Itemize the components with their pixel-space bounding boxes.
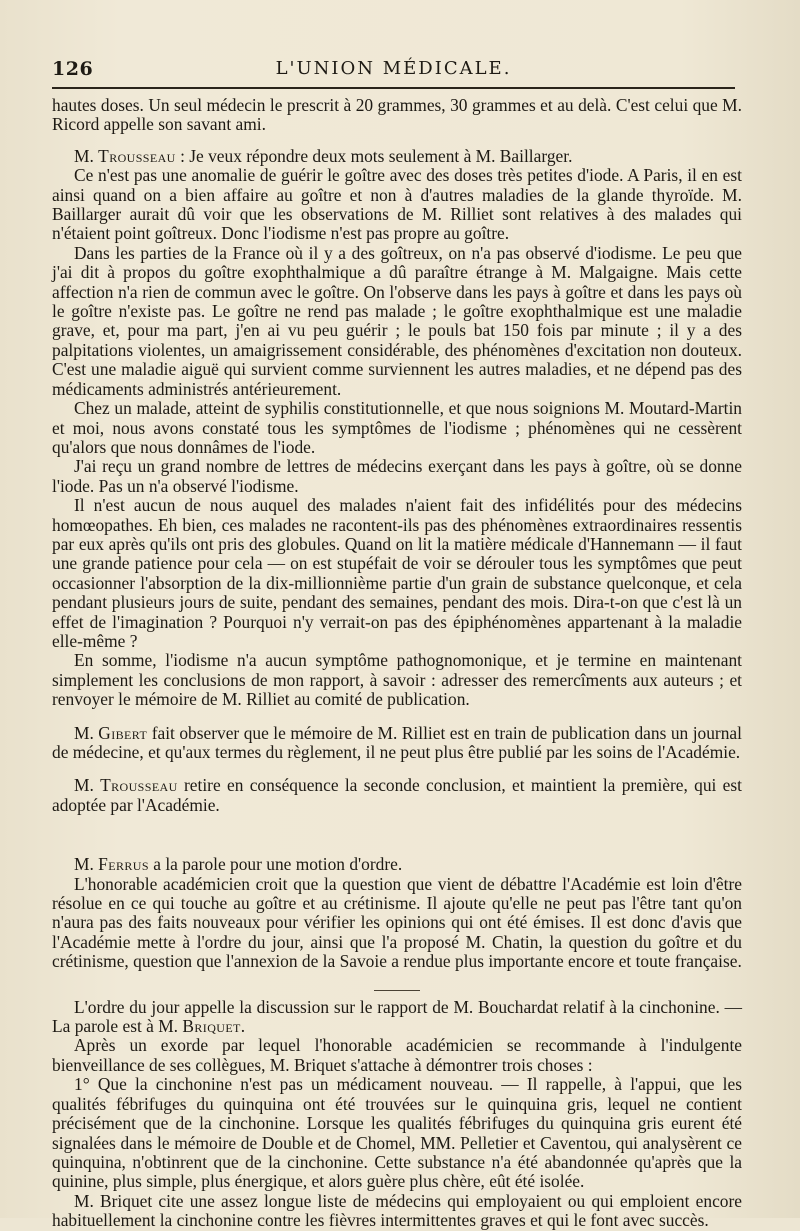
speaker-name: Ferrus [98, 854, 149, 875]
paragraph-speaker-briquet: L'ordre du jour appelle la discussion sur le rapport de M. Bouchardat relatif à la cinchonine. — La parole est à M. Briquet. [52, 996, 742, 1037]
paragraph: 1° Que la cinchonine n'est pas un médicament nouveau. — Il rappelle, à l'appui, que les qualités fébrifuges du quinquina ont été trouvées sur le quinquina gris, lequel ne contient précisément que de la cinchonine. Lorsque les qualités fébrifuges du quinquina gris eurent été signalées dans le mémoire de Double et de Chomel, MM. Pelletier et Caventou, qui analysèrent ce quinquina, n'obtinrent que de la cinchonine. Cette substance n'a été abandonnée qu'après que la quinine, plus simple, plus énergique, et alors guère plus chère, eût été isolée. [52, 1074, 742, 1192]
paragraph: hautes doses. Un seul médecin le prescrit à 20 grammes, 30 grammes et au delà. C'est celui que M. Ricord appelle son savant ami. [52, 95, 742, 135]
speaker-name: Trousseau [98, 145, 176, 166]
running-title: L'UNION MÉDICALE. [275, 58, 512, 79]
paragraph: Il n'est aucun de nous auquel des malades n'aient fait des infidélités pour des médecins homœopathes. Eh bien, ces malades ne racontent-ils pas des phénomènes extraordinaires ressentis par eux après qu'ils ont pris des globules. Quand on lit la matière médicale d'Hannemann — il faut une grande patience pour cela — on est stupéfait de voir se dérouler tous les symptômes que peut occasionner l'absorption de la dix-millionnième partie d'un grain de substance quelconque, et cela pendant plusieurs jours de suite, pendant des semaines, pendant des mois. Dira-t-on que c'est là un effet de l'imagination ? Pourquoi n'y verrait-on pas des épiphénomènes appartenant à la maladie elle-même ? [52, 495, 742, 651]
paragraph: Après un exorde par lequel l'honorable académicien se recommande à l'indulgente bienveillance de ses collègues, M. Briquet s'attache à démontrer trois choses : [52, 1035, 742, 1075]
section-divider [374, 990, 420, 991]
paragraph: J'ai reçu un grand nombre de lettres de médecins exerçant dans les pays à goître, où se donne l'iode. Pas un n'a observé l'iodisme. [52, 456, 742, 496]
paragraph-speaker-gibert: M. Gibert fait observer que le mémoire de M. Rilliet est en train de publication dans un journal de médecine, et qu'aux termes du règlement, il ne peut plus être publié par les soins de l'Académie. [52, 722, 742, 762]
speaker-name: Gibert [98, 722, 148, 743]
speaker-name: Briquet [182, 1016, 241, 1037]
header-rule [52, 87, 735, 89]
paragraph-speaker-ferrus: M. Ferrus a la parole pour une motion d'ordre. [74, 854, 403, 875]
paragraph-speaker-trousseau: M. Trousseau : Je veux répondre deux mots seulement à M. Baillarger. [74, 145, 573, 166]
paragraph: Ce n'est pas une anomalie de guérir le goître avec des doses très petites d'iode. A Paris, il en est ainsi quand on a bien affaire au goître et non à d'autres maladies de la glande thyroïde. M. Baillarger aurait dû voir que les observations de M. Rilliet sont relatives à des malades qui n'étaient point goîtreux. Donc l'iodisme n'est pas propre au goître. [52, 165, 742, 244]
speaker-name: Trousseau [100, 775, 178, 796]
paragraph: Dans les parties de la France où il y a des goîtreux, on n'a pas observé d'iodisme. Le peu que j'ai dit à propos du goître exophthalmique a dû paraître étrange à M. Malgaigne. Mais cette affection n'a rien de commun avec le goître. On l'observe dans les pays à goître et dans les pays où le goître n'existe pas. Le goître ne rend pas malade ; le goître exophthalmique est une maladie grave, et, pour ma part, j'en ai vu peu guérir ; le pouls bat 150 fois par minute ; il y a des palpitations violentes, un amaigrissement considérable, des phénomènes d'excitation non douteux. C'est une maladie aiguë qui survient comme surviennent les autres maladies, et ne dépend pas des médicaments administrés antérieurement. [52, 242, 742, 399]
paragraph: L'honorable académicien croit que la question que vient de débattre l'Académie est loin d'être résolue en ce qui touche au goître et au crétinisme. Il ajoute qu'elle ne peut pas l'être tant qu'on n'aura pas des faits nouveaux pour vérifier les opinions qui ont été émises. Il est donc d'avis que l'Académie mette à l'ordre du jour, ainsi que l'a proposé M. Chatin, la question du goître et du crétinisme, question que l'annexion de la Savoie a rendue plus importante encore et toute française. [52, 873, 742, 972]
page-number: 126 [52, 58, 94, 80]
paragraph: En somme, l'iodisme n'a aucun symptôme pathognomonique, et je termine en maintenant simplement les conclusions de mon rapport, à savoir : adresser des remercîments aux auteurs ; et renvoyer le mémoire de M. Rilliet au comité de publication. [52, 650, 742, 710]
page-header [52, 58, 735, 84]
paragraph-speaker-trousseau: M. Trousseau retire en conséquence la seconde conclusion, et maintient la première, qui est adoptée par l'Académie. [52, 775, 742, 815]
paragraph: M. Briquet cite une assez longue liste de médecins qui employaient ou qui emploient encore habituellement la cinchonine contre les fièvres intermittentes graves et qui le font avec succès. [52, 1190, 742, 1231]
paragraph: Chez un malade, atteint de syphilis constitutionnelle, et que nous soignions M. Moutard-Martin et moi, nous avons constaté tous les symptômes de l'iodisme ; phénomènes qui ne cessèrent qu'alors que nous donnâmes de l'iode. [52, 398, 742, 457]
article-body [52, 96, 742, 1231]
